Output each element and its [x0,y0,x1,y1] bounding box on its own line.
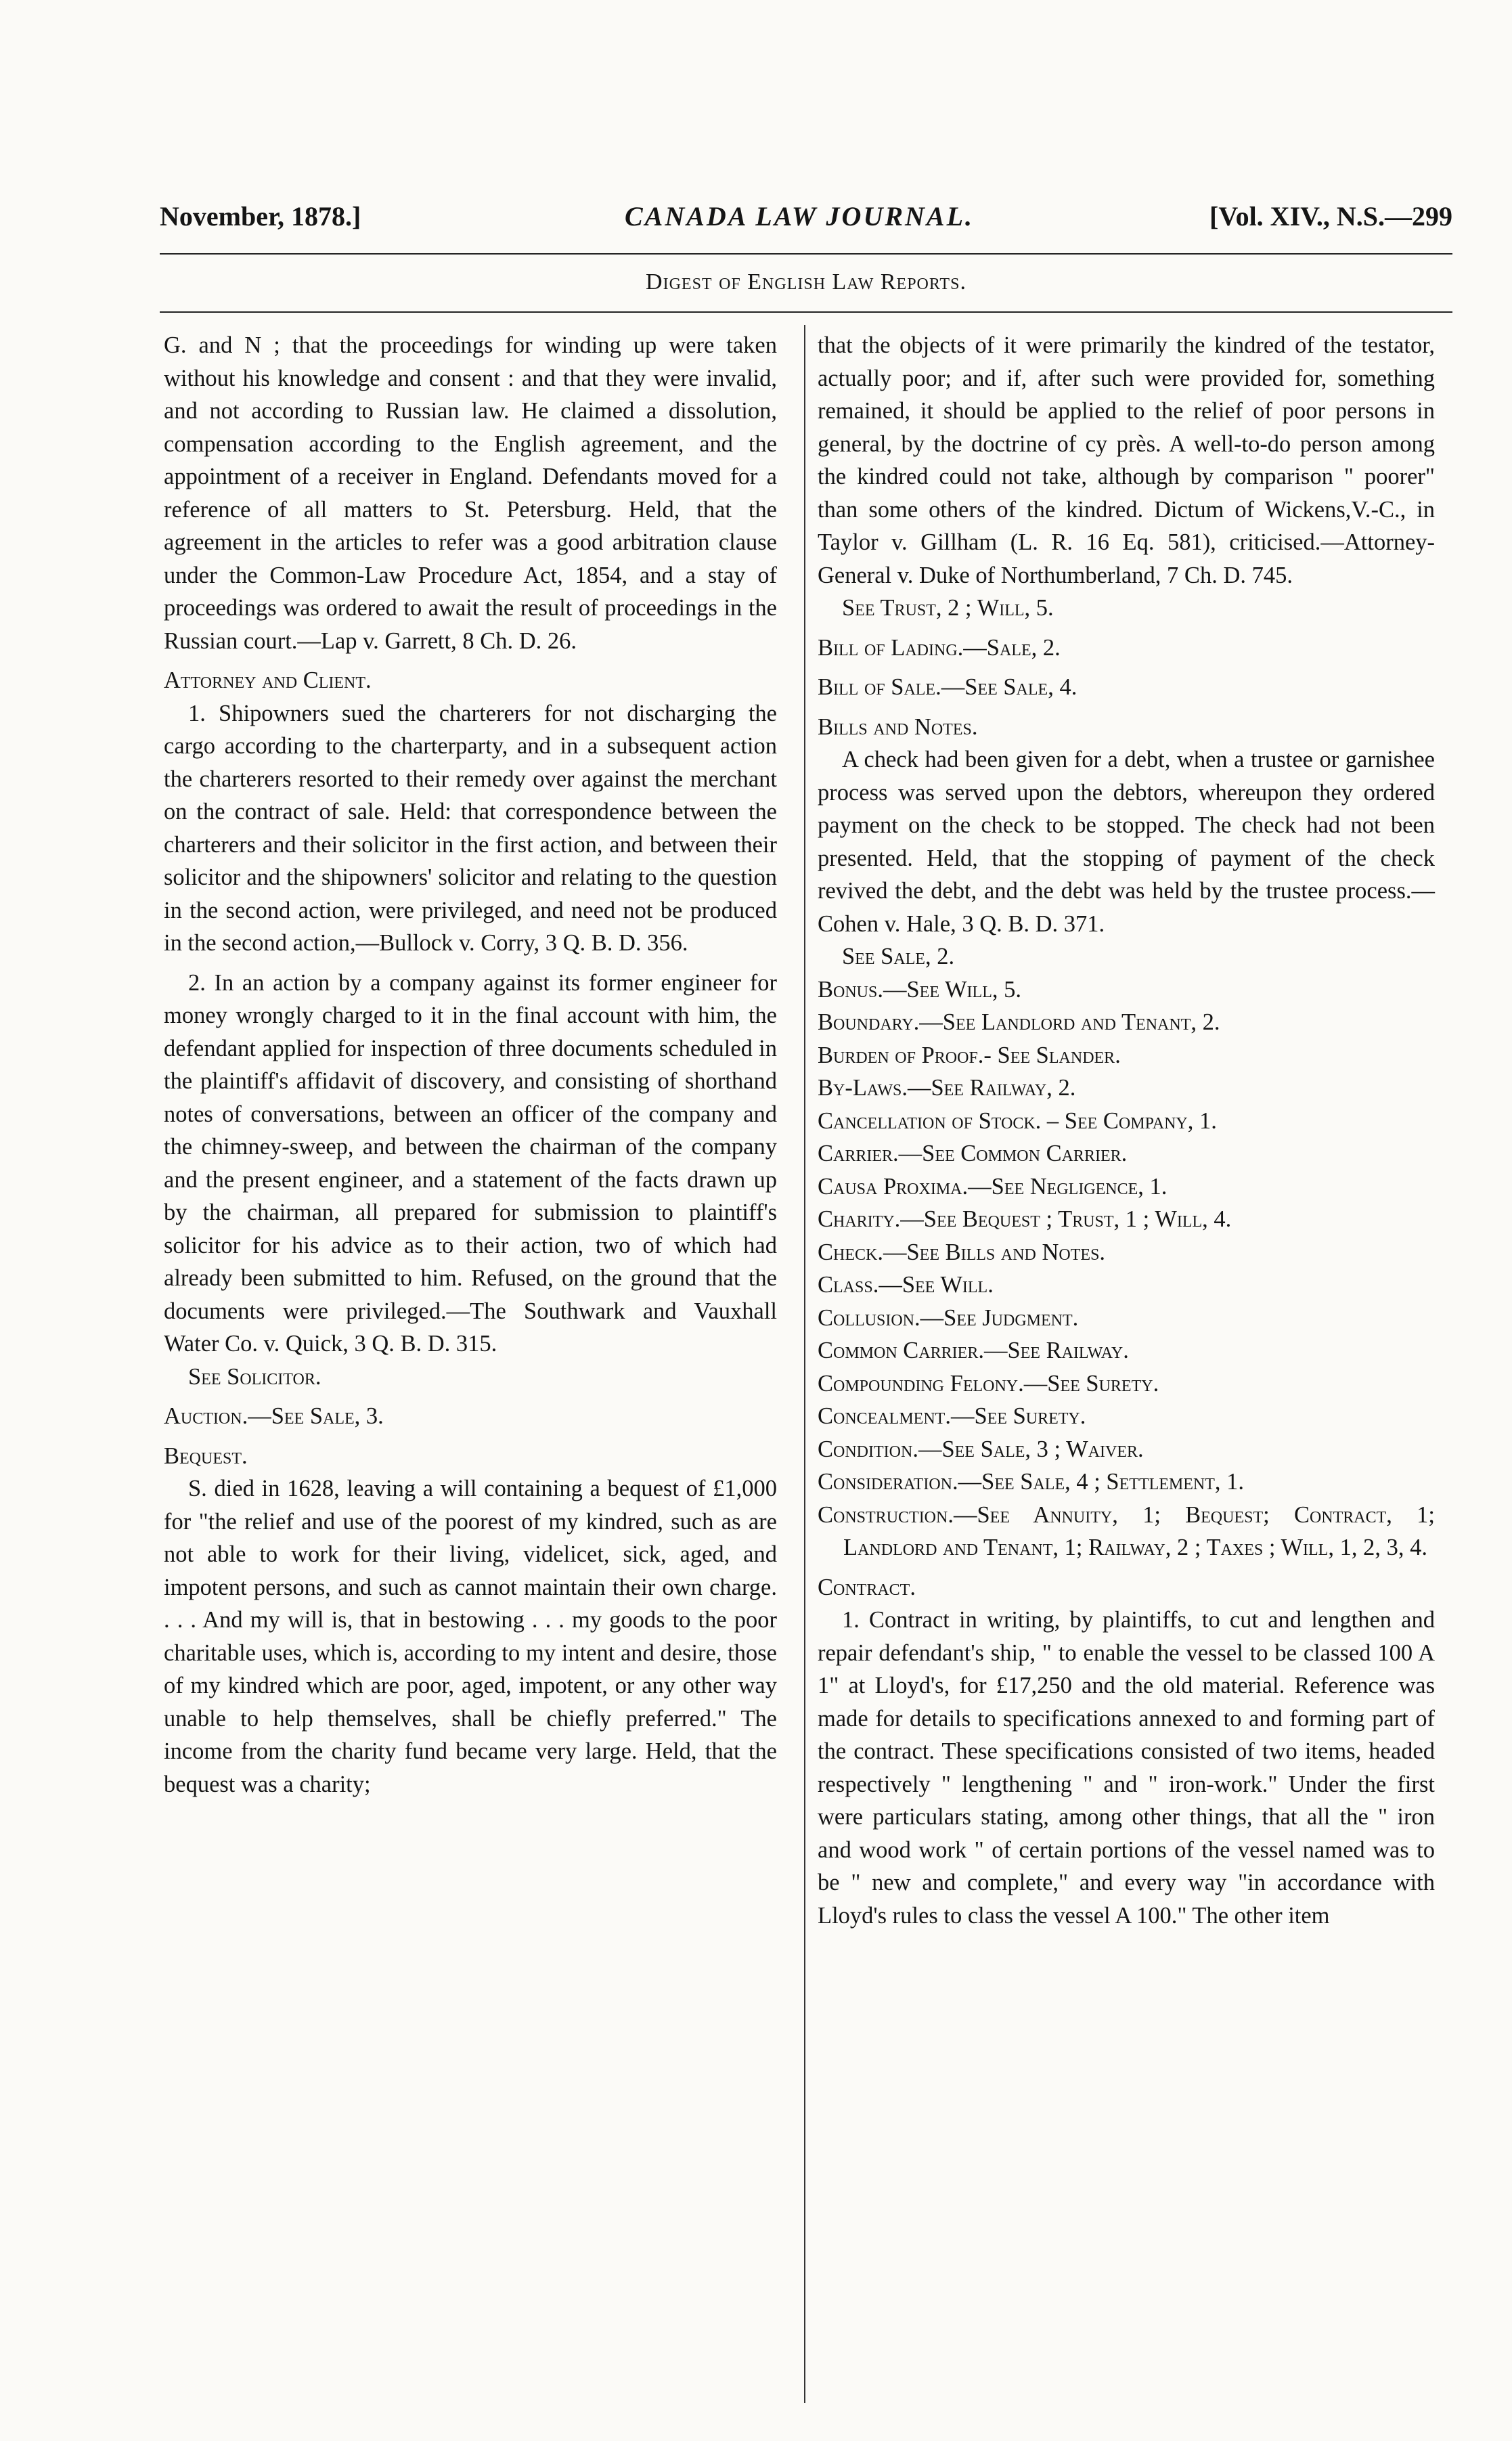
index-entry: Charity.—See Bequest ; Trust, 1 ; Will, 4. [818,1206,1232,1232]
index-entry: Cancellation of Stock. – See Company, 1. [818,1107,1217,1134]
left-column [164,329,777,1801]
paragraph-bequest: S. died in 1628, leaving a will containing a bequest of £1,000 for "the relief and use of the poorest of my kindred, such as are not able to work for their living, videlicet, sick, aged, and impotent persons, and such as cannot maintain their own charge. . . . And my will is, that in bestowing . . . my goods to the poor charitable uses, which is, according to my intent and desire, those of my kindred which are poor, aged, impotent, or any other way unable to help themselves, shall be chiefly preferred." The income from the charity fund became very large. Held, that the bequest was a charity; [164,1476,777,1797]
issue-date: November, 1878.] [160,201,361,232]
cross-reference-sale: See Sale, 2. [842,944,955,969]
index-entry: Bonus.—See Will, 5. [818,976,1021,1003]
index-entry: Boundary.—See Landlord and Tenant, 2. [818,1009,1220,1035]
index-entry: Condition.—See Sale, 3 ; Waiver. [818,1436,1144,1462]
paragraph-arbitration: G. and N ; that the proceedings for winding up were taken without his knowledge and consent : and that they were invalid, and not according to Russian law. He claimed a dissolution, compensation according to the English agreement, and the appointment of a receiver in England. Defendants moved for a reference of all matters to St. Petersburg. Held, that the agreement in the articles to refer was a good arbitration clause under the Common-Law Procedure Act, 1854, and a stay of proceedings was ordered to await the result of proceedings in the Russian court.—Lap v. Garrett, 8 Ch. D. 26. [164,332,777,654]
index-entry: Causa Proxima.—See Negligence, 1. [818,1173,1168,1200]
index-entry: Consideration.—See Sale, 4 ; Settlement, 1. [818,1469,1245,1495]
paragraph-attorney-1: 1. Shipowners sued the charterers for not discharging the cargo according to the charterparty, and in a subsequent action the charterers resorted to their remedy over against the merchant on the contract of sale. Held: that correspondence between the charterers and their solicitor in the first action, and between their solicitor and the shipowners' solicitor and relating to the question in the second action, were privileged, and need not be produced in the second action,—Bullock v. Corry, 3 Q. B. D. 356. [164,700,777,956]
section-rule [160,311,1452,313]
entry-auction: Auction.—See Sale, 3. [164,1403,384,1429]
heading-contract: Contract. [818,1574,916,1600]
index-entry: Concealment.—See Surety. [818,1403,1086,1429]
entry-bill-of-lading: Bill of Lading.—Sale, 2. [818,634,1061,661]
heading-bequest: Bequest. [164,1443,248,1469]
heading-bills-and-notes: Bills and Notes. [818,713,978,740]
running-header [160,200,1452,241]
index-entry: Common Carrier.—See Railway. [818,1338,1129,1363]
journal-title: CANADA LAW JOURNAL. [624,201,975,232]
index-entry: Collusion.—See Judgment. [818,1304,1079,1331]
paragraph-bills-and-notes: A check had been given for a debt, when a trustee or garnishee process was served upon the debtors, whereupon they ordered payment on the check to be stopped. The check had not been presented. Held, that the stopping of payment of the check revived the debt, and the debt was held by the trustee process.—Cohen v. Hale, 3 Q. B. D. 371. [818,747,1435,937]
right-column [818,329,1435,1932]
entry-bill-of-sale: Bill of Sale.—See Sale, 4. [818,674,1077,700]
index-entry: By-Laws.—See Railway, 2. [818,1075,1076,1101]
cross-reference-trust: See Trust, 2 ; Will, 5. [842,595,1054,621]
paragraph-contract-1: 1. Contract in writing, by plaintiffs, to cut and lengthen and repair defendant's ship, " to enable the vessel to be classed 100 A 1" at Lloyd's, for £17,250 and the old material. Reference was made for details to specifications annexed to and forming part of the contract. These specifications consisted of two items, headed respectively " lengthening " and " iron-work." Under the first were particulars stating, among other things, that all the " iron and wood work " of certain portions of the vessel named was to be " new and complete," and every way "in accordance with Lloyd's rules to class the vessel A 100." The other item [818,1607,1435,1929]
index-entry: Burden of Proof.- See Slander. [818,1042,1121,1068]
heading-attorney-and-client: Attorney and Client. [164,667,372,693]
section-title: Digest of English Law Reports. [646,269,966,294]
index-entry: Check.—See Bills and Notes. [818,1239,1106,1265]
index-entry: Carrier.—See Common Carrier. [818,1141,1128,1166]
index-entry: Class.—See Will. [818,1272,994,1298]
paragraph-attorney-2: 2. In an action by a company against its former engineer for money wrongly charged to it in the final account with him, the defendant applied for inspection of three documents scheduled in the plaintiff's affidavit of discovery, and consisting of shorthand notes of conversations, between an officer of the company and the chimney-sweep, and between the chairman of the company and the present engineer, and a statement of the facts drawn up by the chairman, all prepared for submission to plaintiff's solicitor for his advice as to their action, two of which had already been submitted to him. Refused, on the ground that the documents were privileged.—The Southwark and Vauxhall Water Co. v. Quick, 3 Q. B. D. 315. [164,969,777,1357]
index-entry: Construction.—See Annuity, 1; Bequest; Contract, 1; Landlord and Tenant, 1; Railway, 2 ; Taxes ; Will, 1, 2, 3, 4. [818,1501,1435,1560]
paragraph-bequest-continued: that the objects of it were primarily the kindred of the testator, actually poor; and if, after such were provided for, something remained, it should be applied to the relief of poor persons in general, by the doctrine of cy près. A well-to-do person among the kindred could not take, although by comparison " poorer" than some others of the kindred. Dictum of Wickens,V.-C., in Taylor v. Gillham (L. R. 16 Eq. 581), criticised.—Attorney-General v. Duke of Northumberland, 7 Ch. D. 745. [818,332,1435,588]
volume-page: [Vol. XIV., N.S.—299 [1209,201,1452,232]
cross-reference-solicitor: See Solicitor. [188,1363,321,1390]
header-rule [160,253,1452,255]
column-divider [804,325,805,2403]
index-entry: Compounding Felony.—See Surety. [818,1370,1159,1397]
